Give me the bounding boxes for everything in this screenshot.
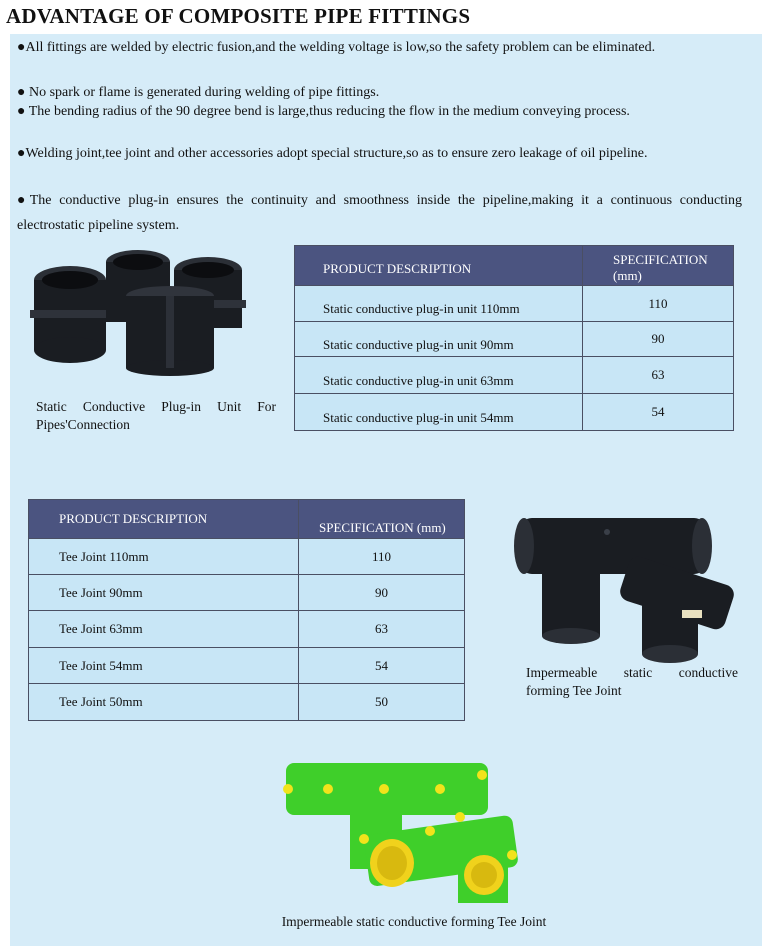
table2-spec-cell: 50 bbox=[299, 684, 465, 721]
table2-header-desc: PRODUCT DESCRIPTION bbox=[29, 500, 299, 539]
table2-desc-cell: Tee Joint 63mm bbox=[29, 611, 299, 648]
bullet-bend-radius: ● The bending radius of the 90 degree bend is large,thus reducing the flow in the medium conveying process. bbox=[17, 104, 630, 119]
table1-desc-cell: Static conductive plug-in unit 54mm bbox=[295, 394, 583, 431]
table-row bbox=[295, 357, 734, 394]
table-row bbox=[29, 539, 465, 575]
green-tee-caption bbox=[246, 913, 582, 931]
table2-spec-cell: 63 bbox=[299, 611, 465, 648]
black-tee-caption-text: Impermeable static conductive forming Tee Joint bbox=[526, 665, 738, 698]
table-row bbox=[295, 322, 734, 357]
table1-desc-cell: Static conductive plug-in unit 110mm bbox=[295, 286, 583, 322]
bullet-electric-fusion: ●All fittings are welded by electric fusion,and the welding voltage is low,so the safety problem can be eliminated. bbox=[17, 40, 656, 55]
table2-header-spec: SPECIFICATION (mm) bbox=[299, 500, 465, 539]
table2-desc-cell: Tee Joint 50mm bbox=[29, 684, 299, 721]
table2-spec-cell: 90 bbox=[299, 575, 465, 611]
plugin-caption bbox=[36, 398, 276, 434]
table-row bbox=[29, 648, 465, 684]
table2-desc-cell: Tee Joint 54mm bbox=[29, 648, 299, 684]
plugin-units-image bbox=[28, 248, 254, 376]
table1-header-desc: PRODUCT DESCRIPTION bbox=[295, 246, 583, 286]
green-tee-joint-image bbox=[280, 755, 530, 905]
black-tee-joint-image bbox=[512, 510, 744, 666]
table-row bbox=[29, 684, 465, 721]
table-row bbox=[295, 286, 734, 322]
bullet-zero-leakage: ●Welding joint,tee joint and other accessories adopt special structure,so as to ensure zero leakage of oil pipeline. bbox=[17, 146, 648, 161]
bullet-no-spark: ● No spark or flame is generated during welding of pipe fittings. bbox=[17, 85, 380, 100]
table1-spec-cell: 90 bbox=[583, 322, 734, 357]
table1-spec-cell: 63 bbox=[583, 357, 734, 394]
table-row bbox=[29, 575, 465, 611]
page-title: ADVANTAGE OF COMPOSITE PIPE FITTINGS bbox=[6, 4, 471, 28]
table2-desc-cell: Tee Joint 90mm bbox=[29, 575, 299, 611]
table1-desc-cell: Static conductive plug-in unit 63mm bbox=[295, 357, 583, 394]
table-row bbox=[29, 611, 465, 648]
bullet-conductive-plugin: ●The conductive plug-in ensures the continuity and smoothness inside the pipeline,making it a continuous conducting electrostatic pipeline system. bbox=[17, 193, 742, 233]
table2-desc-cell: Tee Joint 110mm bbox=[29, 539, 299, 575]
table1-desc-cell: Static conductive plug-in unit 90mm bbox=[295, 322, 583, 357]
table1-spec-cell: 110 bbox=[583, 286, 734, 322]
table2-spec-cell: 110 bbox=[299, 539, 465, 575]
black-tee-caption bbox=[526, 664, 738, 700]
table1-spec-cell: 54 bbox=[583, 394, 734, 431]
table-row bbox=[295, 394, 734, 431]
plugin-caption-text: Static Conductive Plug-in Unit For Pipes'Connection bbox=[36, 399, 276, 432]
tee-spec-table bbox=[28, 499, 465, 721]
table1-header-spec: SPECIFICATION (mm) bbox=[583, 246, 734, 286]
plugin-spec-table bbox=[294, 245, 734, 431]
table2-spec-cell: 54 bbox=[299, 648, 465, 684]
green-tee-caption-text: Impermeable static conductive forming Tee Joint bbox=[281, 914, 547, 929]
